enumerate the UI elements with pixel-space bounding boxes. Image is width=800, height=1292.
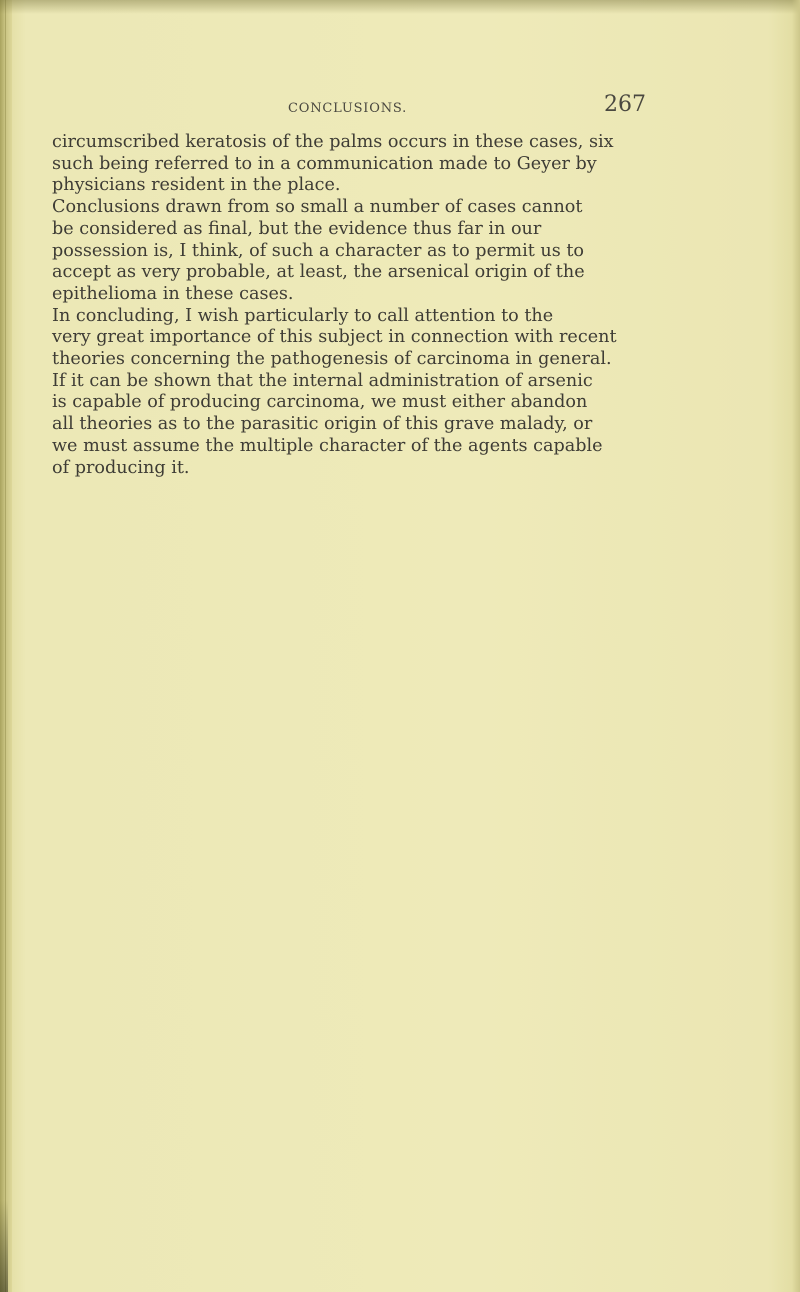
- text-line: theories concerning the pathogenesis of carcinoma in general.: [52, 349, 612, 370]
- text-line: all theories as to the parasitic origin of this grave malady, or: [52, 414, 593, 435]
- text-line: possession is, I think, of such a character as to permit us to: [52, 240, 584, 261]
- text-line: be considered as final, but the evidence thus far in our: [52, 218, 542, 239]
- text-line: accept as very probable, at least, the arsenical origin of the: [52, 262, 585, 283]
- text-line: very great importance of this subject in connection with recent: [52, 327, 617, 348]
- text-line: is capable of producing carcinoma, we must either abandon: [52, 392, 588, 413]
- text-line: such being referred to in a communication made to Geyer by: [52, 153, 597, 174]
- spine-shadow: [0, 1200, 8, 1292]
- page-number: 267: [604, 92, 646, 117]
- text-line: of producing it.: [52, 457, 190, 478]
- text-line: epithelioma in these cases.: [52, 283, 294, 304]
- book-spine: [0, 0, 12, 1292]
- text-line: Conclusions drawn from so small a number of cases cannot: [52, 197, 583, 218]
- running-head: CONCLUSIONS.: [288, 101, 408, 116]
- spine-binding-line: [5, 0, 6, 1292]
- text-line: If it can be shown that the internal administration of arsenic: [52, 370, 593, 391]
- text-line: we must assume the multiple character of the agents capable: [52, 435, 603, 456]
- text-line: circumscribed keratosis of the palms occurs in these cases, six: [52, 132, 614, 152]
- top-edge-shadow: [0, 0, 800, 14]
- body-text: [52, 132, 664, 479]
- text-line: In concluding, I wish particularly to call attention to the: [52, 305, 554, 326]
- page-edge: [792, 0, 800, 1292]
- text-line: physicians resident in the place.: [52, 175, 341, 196]
